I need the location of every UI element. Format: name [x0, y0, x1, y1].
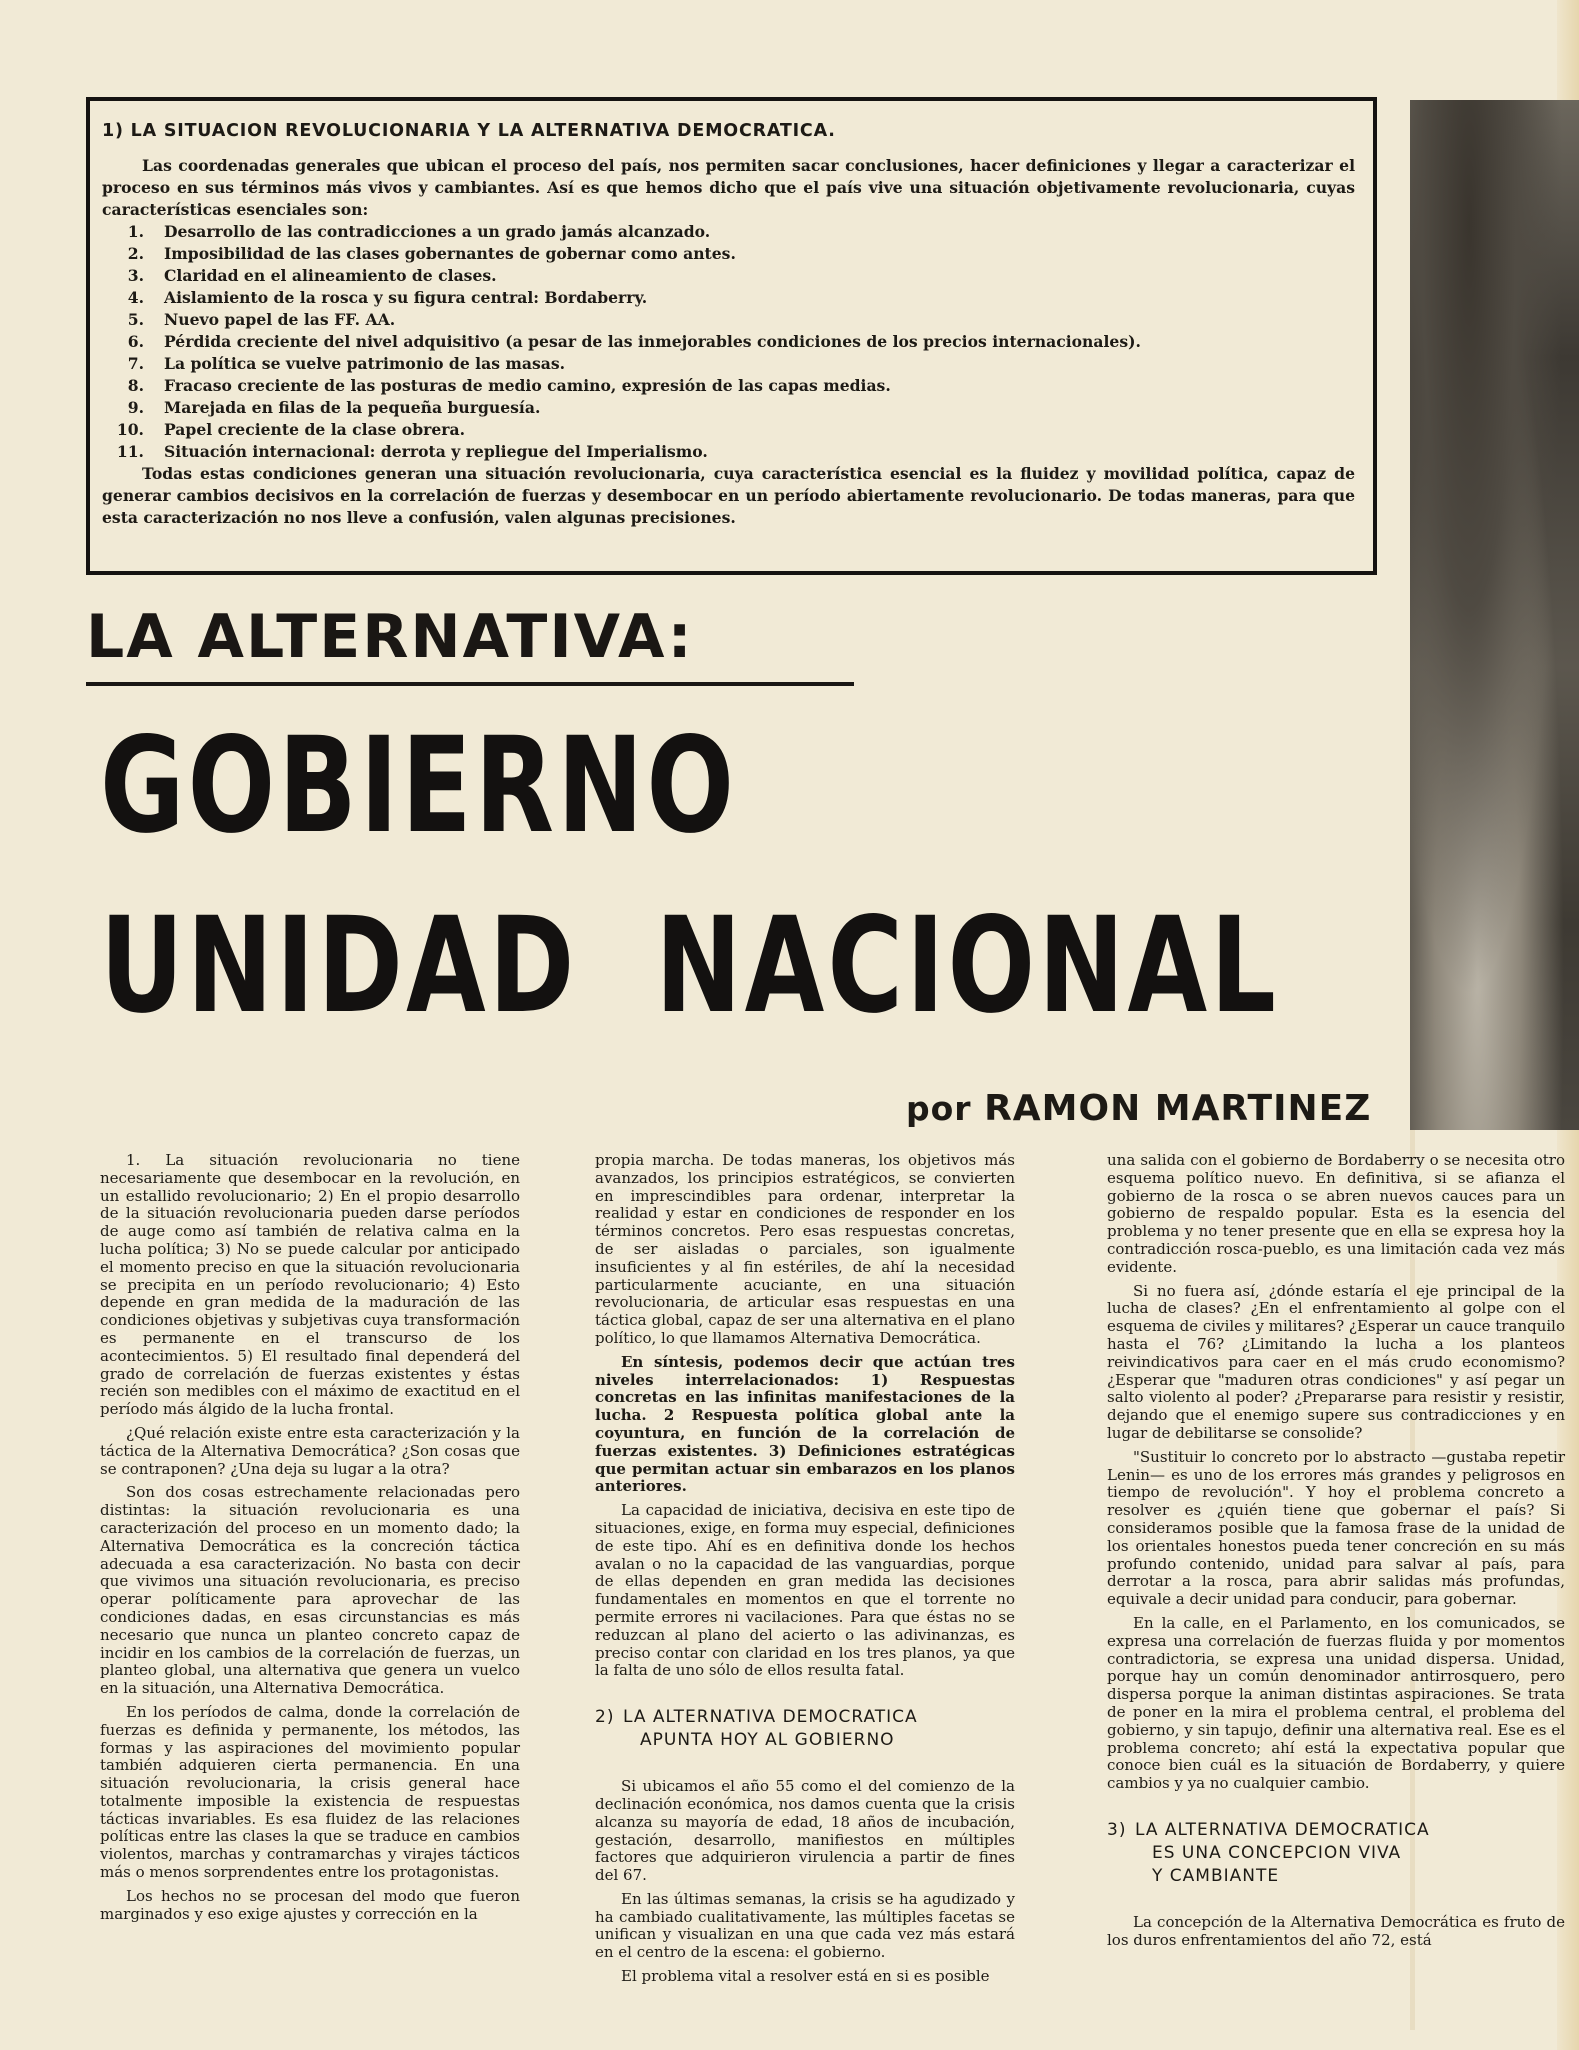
headline-line-1: GOBIERNO — [100, 709, 738, 863]
section-number: 3) — [1107, 1819, 1127, 1840]
section-heading-line: Y CAMBIANTE — [1152, 1865, 1280, 1886]
headline-line-2: UNIDAD NACIONAL — [100, 889, 1280, 1043]
section-1-box — [86, 97, 1377, 575]
article-column-2 — [595, 1152, 1015, 1992]
byline-prefix: por — [906, 1089, 972, 1128]
list-item: 4. Aislamiento de la rosca y su figura central: Bordaberry. — [127, 288, 648, 307]
section-heading-line: LA ALTERNATIVA DEMOCRATICA — [1135, 1819, 1430, 1840]
list-item: 1. Desarrollo de las contradicciones a un grado jamás alcanzado. — [127, 222, 711, 241]
section-heading-line: ES UNA CONCEPCION VIVA — [1152, 1842, 1402, 1863]
list-item: 5. Nuevo papel de las FF. AA. — [127, 310, 396, 329]
paragraph: Si no fuera así, ¿dónde estaría el eje principal de la lucha de clases? ¿En el enfrentamiento al golpe con el esquema de civiles y militares? ¿Esperar un cauce tranquilo hasta el 76? ¿Limitando la lucha a los planteos reivindicativos para caer en el más crudo economismo? ¿Esperar que "maduren otras condiciones" y así pegar un salto violento al poder? ¿Prepararse para resistir y resistir, dejando que el enemigo supere sus contradicciones y en lugar de debilitarse se consolide? — [1107, 1281, 1565, 1442]
article-column-1 — [100, 1152, 520, 1929]
paragraph: Son dos cosas estrechamente relacionadas pero distintas: la situación revolucionaria es una caracterización del proceso en un momento dado; la Alternativa Democrática es la concreción táctica adecuada a esa caracterización. No basta con decir que vivimos una situación revolucionaria, es preciso operar políticamente para aprovechar de las condiciones dadas, en esas circunstancias es más necesario que nunca un planteo concreto capaz de incidir en los cambios de la correlación de fuerzas, un planteo global, una alternativa que genera un vuelco en la situación, una Alternativa Democrática. — [100, 1483, 520, 1698]
paragraph: En la calle, en el Parlamento, en los comunicados, se expresa una correlación de fuerzas fluida y por momentos contradictoria, se expresa una unidad dispersa. Unidad, porque hay un común denominador antirrosquero, pero dispersa porque la animan distintas aspiraciones. Se trata de poner en la mira el problema central, el problema del gobierno, y sin tapujo, definir una alternativa real. Ese es el problema concreto; ahí está la expectativa popular que conoce bien cuál es la situación de Bordaberry, y quiere cambios y ya no cualquier cambio. — [1107, 1613, 1565, 1793]
list-item: 6. Pérdida creciente del nivel adquisitivo (a pesar de las inmejorables condiciones de los precios internacionales). — [127, 332, 1141, 351]
section-1-closing: Todas estas condiciones generan una situación revolucionaria, cuya característica esencial es la fluidez y movilidad política, capaz de generar cambios decisivos en la correlación de fuerzas y desembocar en un período abiertamente revolucionario. De todas maneras, para que esta caracterización no nos lleve a confusión, valen algunas precisiones. — [102, 464, 1355, 527]
headline-kicker: LA ALTERNATIVA: — [86, 602, 694, 672]
paragraph: propia marcha. De todas maneras, los objetivos más avanzados, los principios estratégicos, se convierten en imprescindibles para ordenar, interpretar la realidad y estar en condiciones de responder en los términos concretos. Pero esas respuestas concretas, de ser aisladas o parciales, son igualmente insuficientes y al fin estériles, de ahí la necesidad particularmente acuciante, en una situación revolucionaria, de articular esas respuestas en una táctica global, capaz de ser una alternativa en el plano político, lo que llamamos Alternativa Democrática. — [595, 1151, 1015, 1347]
section-heading-line: APUNTA HOY AL GOBIERNO — [640, 1730, 895, 1751]
paragraph: La capacidad de iniciativa, decisiva en este tipo de situaciones, exige, en forma muy especial, definiciones de este tipo. Ahí es en definitiva donde los hechos avalan o no la capacidad de las vanguardias, porque de ellas dependen en gran medida las decisiones fundamentales en momentos en que el torrente no permite errores ni vacilaciones. Para que éstas no se reduzcan al plano del acierto o las adivinanzas, es preciso contar con claridad en los tres planos, ya que la falta de uno sólo de ellos resulta fatal. — [595, 1501, 1015, 1680]
paragraph: Si ubicamos el año 55 como el del comienzo de la declinación económica, nos damos cuenta que la crisis alcanza su mayoría de edad, 18 años de incubación, gestación, desarrollo, manifiestos en múltiples factores que adquirieron virulencia a partir de fines del 67. — [595, 1777, 1015, 1885]
section-3-heading — [1107, 1819, 1565, 1888]
list-item: 7. La política se vuelve patrimonio de las masas. — [127, 354, 566, 373]
paragraph: ¿Qué relación existe entre esta caracterización y la táctica de la Alternativa Democrática? ¿Son cosas que se contraponen? ¿Una deja su lugar a la otra? — [100, 1423, 520, 1478]
paragraph: El problema vital a resolver está en si es posible — [621, 1967, 990, 1986]
paragraph: En los períodos de calma, donde la correlación de fuerzas es definida y permanente, los métodos, las formas y las aspiraciones del movimiento popular también adquieren cierta permanencia. En una situación revolucionaria, la crisis general hace totalmente imposible la existencia de respuestas tácticas invariables. Es esa fluidez de las relaciones políticas entre las clases la que se traduce en cambios violentos, marchas y contramarchas y virajes tácticos más o menos sorprendentes entre los protagonistas. — [100, 1702, 520, 1882]
paragraph: La concepción de la Alternativa Democrática es fruto de los duros enfrentamientos del año 72, está — [1107, 1912, 1565, 1949]
list-item: 10. Papel creciente de la clase obrera. — [116, 420, 466, 439]
photo-fragment — [1410, 100, 1579, 1130]
section-2-heading — [595, 1706, 1015, 1752]
list-item: 3. Claridad en el alineamiento de clases. — [127, 266, 497, 285]
list-item: 9. Marejada en filas de la pequeña burguesía. — [127, 398, 541, 417]
section-1-intro: Las coordenadas generales que ubican el proceso del país, nos permiten sacar conclusiones, hacer definiciones y llegar a caracterizar el proceso en sus términos más vivos y cambiantes. Así es que hemos dicho que el país vive una situación objetivamente revolucionaria, cuyas características esenciales son: — [102, 156, 1355, 219]
article-column-3 — [1107, 1152, 1565, 1955]
paragraph-bold: En síntesis, podemos decir que actúan tres niveles interrelacionados: 1) Respuestas concretas en las infinitas manifestaciones de la lucha. 2 Respuesta política global ante la coyuntura, en función de la correlación de fuerzas existentes. 3) Definiciones estratégicas que permitan actuar sin embarazos en los planos anteriores. — [595, 1352, 1015, 1496]
paragraph: En las últimas semanas, la crisis se ha agudizado y ha cambiado cualitativamente, las múltiples facetas se unifican y visualizan en una que cada vez más estará en el centro de la escena: el gobierno. — [595, 1889, 1015, 1962]
paragraph: una salida con el gobierno de Bordaberry o se necesita otro esquema político nuevo. En definitiva, si se afianza el gobierno de la rosca o se abren nuevos cauces para un gobierno de respaldo popular. Esta es la esencia del problema y no tener presente que en ella se expresa hoy la contradicción rosca-pueblo, es una limitación cada vez más evidente. — [1107, 1151, 1565, 1276]
byline — [906, 1088, 1371, 1129]
section-number: 2) — [595, 1707, 615, 1728]
list-item: 11. Situación internacional: derrota y repliegue del Imperialismo. — [116, 442, 708, 461]
paragraph: Los hechos no se procesan del modo que fueron marginados y eso exige ajustes y corrección en la — [100, 1886, 520, 1923]
paragraph: "Sustituir lo concreto por lo abstracto —gustaba repetir Lenin— es uno de los errores más grandes y peligrosos en tiempo de revolución". Y hoy el problema concreto a resolver es ¿quién tiene que gobernar el país? Si consideramos posible que la famosa frase de la unidad de los orientales honestos pueda tener concreción en su más profundo contenido, unidad para salvar al país, para derrotar a la rosca, para abrir salidas más profundas, equivale a decir unidad para conducir, para gobernar. — [1107, 1447, 1565, 1609]
kicker-underline — [86, 682, 854, 686]
paragraph: 1. La situación revolucionaria no tiene necesariamente que desembocar en la revolución, en un estallido revolucionario; 2) En el propio desarrollo de la situación revolucionaria pueden darse períodos de auge como así también de relativa calma en la lucha política; 3) No se puede calcular por anticipado el momento preciso en que la situación revolucionaria se precipita en un período revolucionario; 4) Esto depende en gran medida de la maduración de las condiciones objetivas y subjetivas cuya transformación es permanente en el transcurso de los acontecimientos. 5) El resultado final dependerá del grado de correlación de fuerzas existentes y éstas recién son medibles con el máximo de exactitud en el período más álgido de la lucha frontal. — [100, 1151, 520, 1419]
characteristics-list — [102, 221, 1355, 463]
author-name: RAMON MARTINEZ — [984, 1088, 1372, 1129]
section-heading-line: LA ALTERNATIVA DEMOCRATICA — [623, 1707, 918, 1728]
list-item: 8. Fracaso creciente de las posturas de medio camino, expresión de las capas medias. — [127, 376, 891, 395]
section-1-title: 1) LA SITUACION REVOLUCIONARIA Y LA ALTERNATIVA DEMOCRATICA. — [102, 121, 836, 141]
list-item: 2. Imposibilidad de las clases gobernantes de gobernar como antes. — [127, 244, 736, 263]
